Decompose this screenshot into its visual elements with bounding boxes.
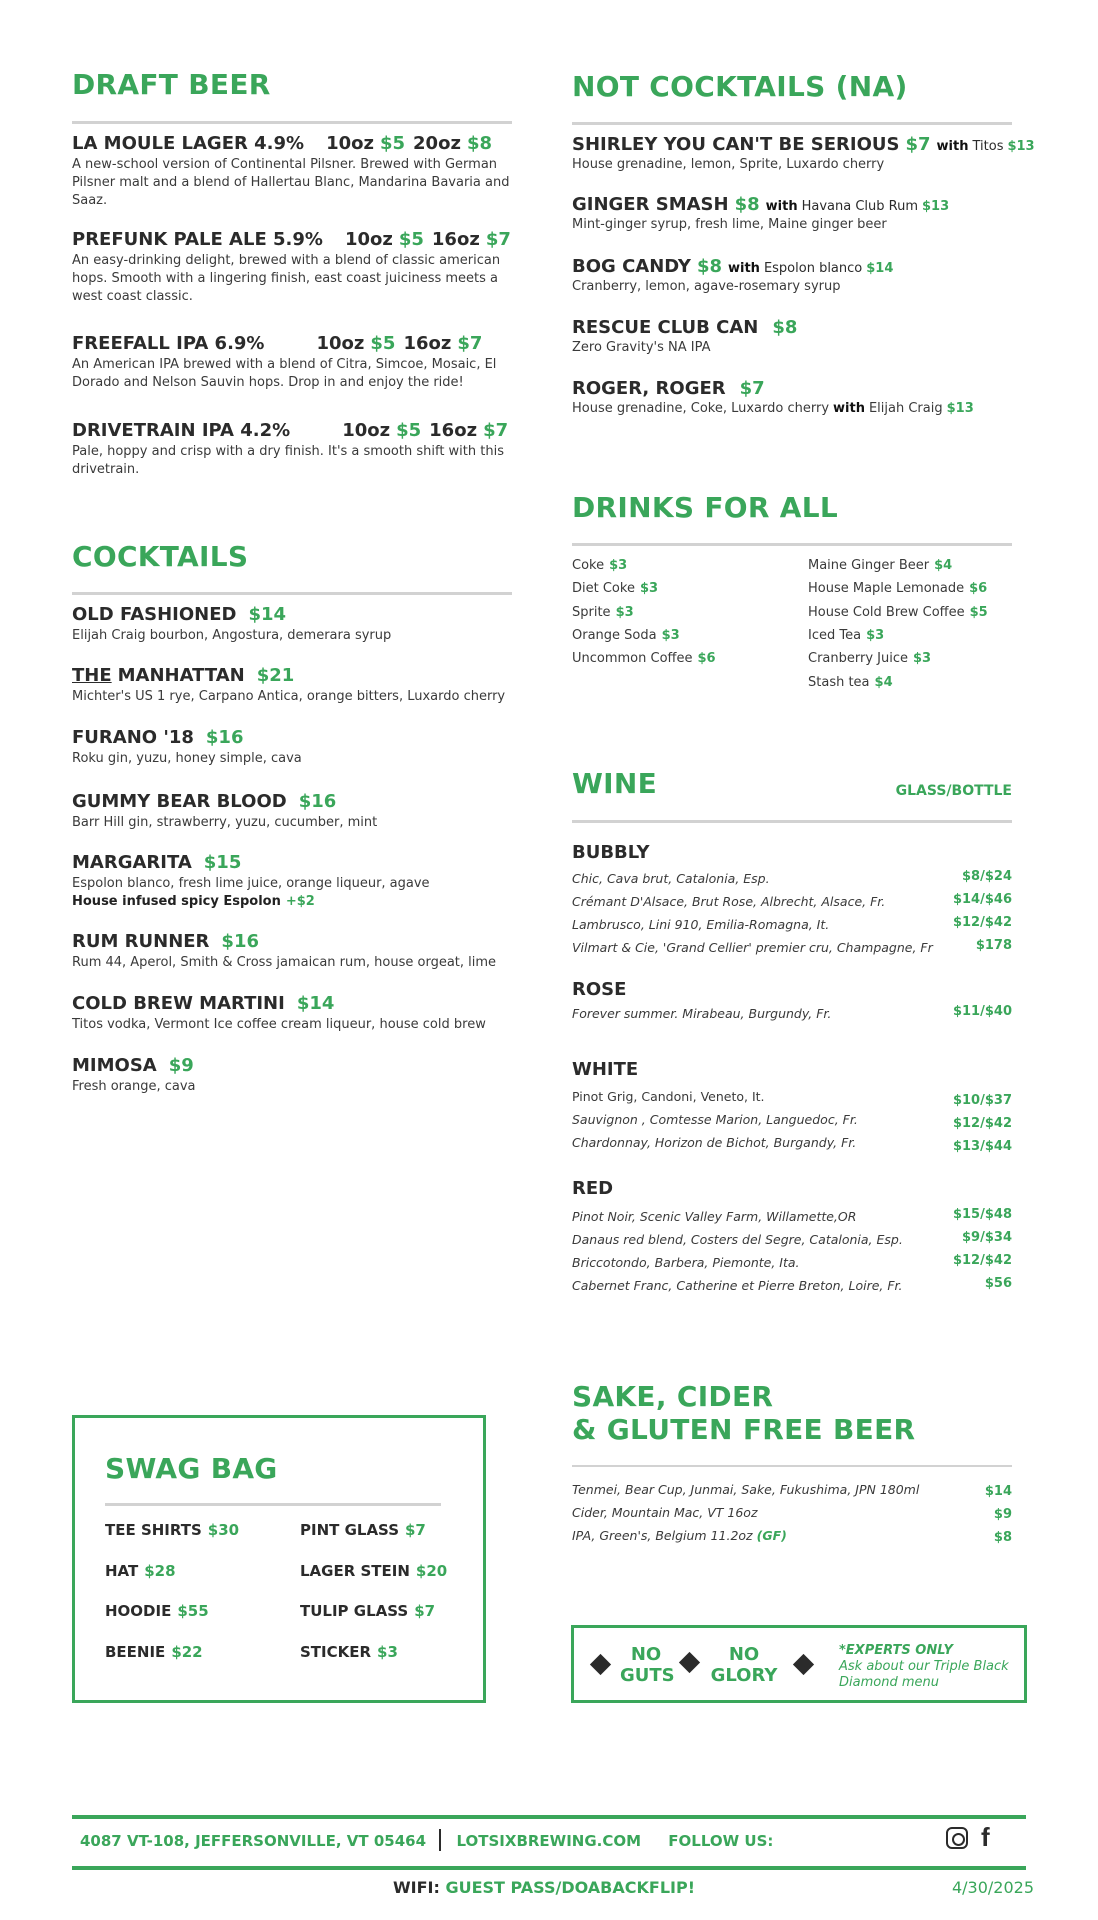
menu-date: 4/30/2025 <box>951 1878 1034 1897</box>
draft-beer-item <box>72 229 512 306</box>
cocktail-description: Espolon blanco, fresh lime juice, orange liqueur, agave <box>72 876 430 891</box>
beer-name: FREEFALL IPA 6.9% <box>72 333 265 354</box>
drink-item <box>808 581 987 596</box>
draft-beer-item <box>72 333 512 392</box>
drink-name: Maine Ginger Beer <box>808 558 930 573</box>
wine-price: $9/$34 <box>962 1230 1012 1245</box>
wine-category: RED <box>572 1178 614 1199</box>
no-text: NO <box>728 1644 760 1665</box>
sake-price: $8 <box>993 1530 1012 1545</box>
wine-category: BUBBLY <box>572 842 650 863</box>
cocktail-title <box>72 931 532 952</box>
spirit-name: Titos <box>972 139 1004 154</box>
spirit-price: $13 <box>1007 139 1035 154</box>
footer-top-rule <box>72 1815 1026 1819</box>
drink-price: $4 <box>934 558 953 573</box>
with-label: with <box>765 199 798 214</box>
beer-title <box>72 333 512 354</box>
spirit-name: Havana Club Rum <box>801 199 918 214</box>
drink-price: $4 <box>874 674 893 690</box>
description-text: House grenadine, Coke, Luxardo cherry <box>572 401 830 416</box>
beer-sizes <box>337 229 511 250</box>
beer-description: A new-school version of Continental Pilsner. Brewed with German Pilsner malt and a blend of Hallertau Blanc, Mandarina Bavaria and Saaz. <box>72 157 510 208</box>
instagram-icon[interactable] <box>946 1827 968 1849</box>
website-link[interactable]: LOTSIXBREWING.COM <box>456 1832 642 1850</box>
spirit-price: $14 <box>866 261 894 276</box>
drink-name: Stash tea <box>808 674 870 690</box>
drink-name: Coke <box>572 558 605 573</box>
wine-item <box>572 1278 1012 1293</box>
wine-name: Pinot Noir, Scenic Valley Farm, Willamette,OR <box>572 1209 857 1224</box>
spirit-upgrade <box>766 199 949 214</box>
spirit-upgrade <box>937 139 1035 154</box>
cocktail-addon <box>72 893 532 911</box>
na-item <box>572 317 1052 357</box>
spirit-name: Espolon blanco <box>763 261 863 276</box>
with-label: with <box>833 401 865 416</box>
facebook-icon[interactable]: f <box>981 1822 990 1852</box>
swag-bag-heading: SWAG BAG <box>105 1452 278 1485</box>
wine-name: Vilmart & Cie, 'Grand Cellier' premier cru, Champagne, Fr <box>572 940 933 955</box>
na-description <box>572 339 1052 357</box>
cocktail-title <box>72 852 532 873</box>
wine-price: $56 <box>984 1276 1012 1291</box>
swag-price: $20 <box>415 1561 448 1580</box>
na-item <box>572 194 1052 234</box>
drink-price: $3 <box>913 651 932 667</box>
cocktail-price: $14 <box>248 604 287 625</box>
cocktail-title <box>72 727 532 748</box>
na-name: BOG CANDY <box>572 256 691 277</box>
drink-price: $3 <box>609 558 628 573</box>
drink-item <box>572 605 634 620</box>
na-price: $7 <box>739 378 765 399</box>
swag-name: PINT GLASS <box>300 1521 399 1539</box>
size-price: $8 <box>466 133 492 154</box>
size-price: $5 <box>396 420 422 441</box>
divider <box>572 820 1012 823</box>
experts-only-note <box>839 1643 1009 1691</box>
experts-line: Diamond menu <box>839 1675 939 1690</box>
wine-item <box>572 917 1012 932</box>
drink-price: $3 <box>639 581 659 597</box>
description-text: Zero Gravity's NA IPA <box>572 340 711 355</box>
beer-sizes <box>334 420 508 441</box>
beer-title <box>72 420 512 441</box>
divider <box>572 122 1012 125</box>
cocktail-price: $16 <box>298 791 337 812</box>
beer-title <box>72 229 512 250</box>
swag-price: $3 <box>377 1643 398 1662</box>
footer-bar <box>80 1829 773 1851</box>
beer-sizes <box>318 133 492 154</box>
swag-name: STICKER <box>300 1643 372 1662</box>
size-label: 10oz <box>344 229 393 250</box>
cocktail-title <box>72 665 532 686</box>
na-title <box>572 194 1052 215</box>
swag-item <box>300 1602 435 1620</box>
size-label: 10oz <box>316 333 365 354</box>
cocktail-item <box>72 1055 532 1096</box>
sake-item <box>572 1528 1012 1543</box>
drinks-for-all-heading: DRINKS FOR ALL <box>572 491 839 524</box>
drink-price: $3 <box>866 627 885 643</box>
na-description <box>572 278 1052 296</box>
swag-price: $30 <box>207 1521 240 1539</box>
cocktail-description: Fresh orange, cava <box>72 1079 196 1094</box>
cocktail-name: MARGARITA <box>72 852 192 873</box>
cocktail-name: MANHATTAN <box>117 665 245 686</box>
description-text: House grenadine, lemon, Sprite, Luxardo cherry <box>572 157 885 172</box>
wine-category: WHITE <box>572 1059 639 1080</box>
cocktail-item <box>72 791 532 832</box>
na-title <box>572 134 1052 155</box>
wine-price: $10/$37 <box>952 1093 1012 1108</box>
cocktail-description: Roku gin, yuzu, honey simple, cava <box>72 751 302 766</box>
wine-name: Chic, Cava brut, Catalonia, Esp. <box>572 871 770 886</box>
na-title <box>572 317 1052 338</box>
swag-name: TULIP GLASS <box>300 1602 409 1621</box>
cocktail-name: MIMOSA <box>72 1055 157 1076</box>
swag-item <box>105 1562 176 1580</box>
wine-item <box>572 940 1012 955</box>
drink-item <box>808 628 884 643</box>
cocktail-item <box>72 665 532 706</box>
description-text: Cranberry, lemon, agave-rosemary syrup <box>572 279 841 294</box>
na-description <box>572 216 1052 234</box>
swag-item <box>300 1643 398 1661</box>
wine-name: Pinot Grig, Candoni, Veneto, It. <box>572 1089 765 1104</box>
wine-price: $12/$42 <box>952 1116 1012 1131</box>
swag-price: $55 <box>177 1602 209 1621</box>
size-label: 16oz <box>431 229 480 250</box>
na-item <box>572 256 1052 296</box>
wine-item <box>572 1112 1012 1131</box>
sake-name: IPA, Green's, Belgium 11.2oz <box>572 1528 753 1543</box>
drink-name: Sprite <box>572 604 611 620</box>
drink-name: House Maple Lemonade <box>808 581 965 597</box>
beer-description: An easy-drinking delight, brewed with a blend of classic american hops. Smooth with a lingering finish, east coast juiciness meets a west coast classic. <box>72 253 501 304</box>
with-label: with <box>936 139 969 154</box>
wine-item <box>572 1209 1012 1224</box>
spirit-name: Elijah Craig <box>868 401 943 416</box>
draft-beer-item <box>72 133 512 210</box>
cocktail-description: Elijah Craig bourbon, Angostura, demerara syrup <box>72 628 392 643</box>
cocktail-title <box>72 604 532 625</box>
with-label: with <box>728 261 760 276</box>
cocktail-item <box>72 993 532 1034</box>
na-description <box>572 400 1052 418</box>
size-price: $7 <box>457 333 483 354</box>
wine-price: $15/$48 <box>952 1207 1012 1222</box>
beer-name: DRIVETRAIN IPA 4.2% <box>72 420 291 441</box>
cocktail-name: COLD BREW MARTINI <box>72 993 285 1014</box>
spirit-upgrade <box>728 261 893 276</box>
drink-item <box>572 558 627 573</box>
sake-price: $9 <box>993 1507 1012 1522</box>
wifi-label: WIFI: <box>393 1878 440 1897</box>
drink-item <box>808 605 988 620</box>
size-price: $5 <box>370 333 396 354</box>
addon-label: House infused spicy Espolon <box>72 894 281 909</box>
wine-item <box>572 871 1012 886</box>
sake-name: Cider, Mountain Mac, VT 16oz <box>572 1505 758 1520</box>
swag-item <box>300 1562 447 1580</box>
divider <box>105 1503 441 1506</box>
swag-price: $7 <box>405 1521 426 1539</box>
size-label: 20oz <box>413 133 461 154</box>
cocktails-heading: COCKTAILS <box>72 540 249 573</box>
sake-item <box>572 1505 1012 1520</box>
cocktail-item <box>72 727 532 768</box>
beer-sizes <box>308 333 482 354</box>
divider <box>572 543 1012 546</box>
drink-item <box>572 581 658 596</box>
wine-name: Danaus red blend, Costers del Segre, Catalonia, Esp. <box>572 1232 903 1247</box>
drink-item <box>572 628 680 643</box>
divider <box>72 121 512 124</box>
wine-name: Chardonnay, Horizon de Bichot, Burgandy, Fr. <box>572 1135 857 1150</box>
wifi-password: GUEST PASS/DOABACKFLIP! <box>445 1878 695 1897</box>
no-glory-label <box>707 1644 781 1686</box>
drink-item <box>572 651 716 666</box>
cocktail-name-prefix: THE <box>72 665 112 686</box>
cocktail-description: Rum 44, Aperol, Smith & Cross jamaican rum, house orgeat, lime <box>72 955 497 970</box>
cocktail-price: $16 <box>205 727 244 748</box>
cocktail-name: GUMMY BEAR BLOOD <box>72 791 287 812</box>
no-text: NO <box>630 1644 662 1665</box>
drink-price: $6 <box>969 581 988 597</box>
beer-title <box>72 133 512 154</box>
addon-price: +$2 <box>285 894 315 909</box>
size-label: 10oz <box>342 420 391 441</box>
wine-item <box>572 1006 1012 1021</box>
cocktail-price: $15 <box>203 852 242 873</box>
wine-price: $14/$46 <box>952 892 1012 907</box>
wine-name: Forever summer. Mirabeau, Burgundy, Fr. <box>572 1006 832 1021</box>
swag-item <box>105 1643 203 1661</box>
sake-heading-line2: & GLUTEN FREE BEER <box>572 1413 916 1446</box>
na-title <box>572 256 1052 277</box>
drink-name: Cranberry Juice <box>808 651 908 667</box>
beer-name: LA MOULE LAGER 4.9% <box>72 133 305 154</box>
swag-name: HOODIE <box>105 1602 172 1621</box>
swag-item <box>300 1521 426 1539</box>
swag-name: LAGER STEIN <box>300 1561 410 1580</box>
na-item <box>572 134 1052 174</box>
glory-text: GLORY <box>710 1665 778 1686</box>
cocktail-item <box>72 604 532 645</box>
drink-name: Iced Tea <box>808 627 862 643</box>
sake-item <box>572 1482 1012 1497</box>
na-name: GINGER SMASH <box>572 194 729 215</box>
follow-us-label: FOLLOW US: <box>668 1832 774 1850</box>
not-cocktails-heading: NOT COCKTAILS (NA) <box>572 70 908 103</box>
spirit-price: $13 <box>921 199 950 214</box>
no-guts-label <box>620 1644 675 1686</box>
wine-item <box>572 1255 1012 1270</box>
na-price: $8 <box>772 317 798 338</box>
cocktail-description: Titos vodka, Vermont Ice coffee cream liqueur, house cold brew <box>72 1017 486 1032</box>
cocktail-title <box>72 993 532 1014</box>
drink-item <box>808 558 952 573</box>
swag-item <box>105 1602 209 1620</box>
cocktail-item <box>72 931 532 972</box>
experts-title: *EXPERTS ONLY <box>839 1643 953 1658</box>
swag-name: BEENIE <box>105 1643 166 1662</box>
drink-name: Uncommon Coffee <box>572 651 693 667</box>
size-label: 10oz <box>326 133 374 154</box>
cocktail-item <box>72 852 532 911</box>
size-price: $7 <box>483 420 509 441</box>
cocktail-description: Michter's US 1 rye, Carpano Antica, orange bitters, Luxardo cherry <box>72 689 506 704</box>
wine-heading: WINE <box>572 767 658 800</box>
swag-item <box>105 1521 239 1539</box>
wine-item <box>572 894 1012 909</box>
cocktail-price: $9 <box>168 1055 194 1076</box>
cocktail-price: $16 <box>221 931 259 952</box>
swag-price: $28 <box>144 1561 176 1580</box>
size-price: $5 <box>398 229 424 250</box>
cocktail-name: RUM RUNNER <box>72 931 210 952</box>
separator <box>439 1829 441 1851</box>
beer-name: PREFUNK PALE ALE 5.9% <box>72 229 323 250</box>
gluten-free-tag: (GF) <box>756 1528 787 1543</box>
address: 4087 VT-108, JEFFERSONVILLE, VT 05464 <box>80 1832 427 1850</box>
na-description <box>572 156 1052 174</box>
cocktail-price: $21 <box>256 665 295 686</box>
wine-item <box>572 1232 1012 1247</box>
cocktail-price: $14 <box>296 993 335 1014</box>
cocktail-title <box>72 791 532 812</box>
wine-price: $12/$42 <box>952 1253 1012 1268</box>
na-name: SHIRLEY YOU CAN'T BE SERIOUS <box>572 134 900 155</box>
glass-bottle-label: GLASS/BOTTLE <box>895 783 1012 799</box>
size-label: 16oz <box>429 420 478 441</box>
cocktail-name: OLD FASHIONED <box>72 604 237 625</box>
sake-heading-line1: SAKE, CIDER <box>572 1380 774 1413</box>
wine-price: $8/$24 <box>962 869 1012 884</box>
wine-price: $12/$42 <box>952 915 1012 930</box>
wifi-info <box>393 1878 695 1897</box>
wine-item <box>572 1135 1012 1154</box>
guts-text: GUTS <box>620 1665 675 1686</box>
wine-price: $11/$40 <box>952 1004 1012 1019</box>
cocktail-name: FURANO '18 <box>72 727 194 748</box>
drink-item <box>808 651 931 666</box>
wine-name: Sauvignon , Comtesse Marion, Languedoc, Fr. <box>572 1112 858 1127</box>
divider <box>572 1465 1012 1467</box>
wine-price: $178 <box>975 938 1012 953</box>
swag-price: $7 <box>414 1602 436 1621</box>
cocktail-description: Barr Hill gin, strawberry, yuzu, cucumber, mint <box>72 815 378 830</box>
drink-price: $3 <box>615 604 634 620</box>
description-text: Mint-ginger syrup, fresh lime, Maine ginger beer <box>572 217 887 232</box>
drink-item <box>808 675 893 690</box>
spirit-price: $13 <box>946 401 974 416</box>
drink-name: Orange Soda <box>572 627 657 643</box>
sake-name: Tenmei, Bear Cup, Junmai, Sake, Fukushima, JPN 180ml <box>572 1482 920 1497</box>
wine-name: Cabernet Franc, Catherine et Pierre Breton, Loire, Fr. <box>572 1278 903 1293</box>
na-title <box>572 378 1052 399</box>
divider <box>72 592 512 595</box>
sake-price: $14 <box>984 1484 1012 1499</box>
draft-beer-heading: DRAFT BEER <box>72 68 271 101</box>
size-price: $7 <box>485 229 511 250</box>
swag-name: TEE SHIRTS <box>105 1521 202 1539</box>
drink-name: Diet Coke <box>572 581 635 597</box>
na-name: RESCUE CLUB CAN <box>572 317 759 338</box>
size-price: $5 <box>379 133 406 154</box>
na-price: $7 <box>905 134 931 155</box>
wine-name: Crémant D'Alsace, Brut Rose, Albrecht, Alsace, Fr. <box>572 894 886 909</box>
drink-price: $3 <box>661 627 680 643</box>
wine-name: Briccotondo, Barbera, Piemonte, Ita. <box>572 1255 800 1270</box>
experts-line: Ask about our Triple Black <box>839 1659 1009 1674</box>
na-price: $8 <box>734 194 760 215</box>
draft-beer-item <box>72 420 512 479</box>
swag-price: $22 <box>171 1643 203 1662</box>
wine-price: $13/$44 <box>952 1139 1012 1154</box>
na-item <box>572 378 1052 418</box>
drink-price: $5 <box>969 604 988 620</box>
footer-bottom-rule <box>72 1866 1026 1870</box>
drink-price: $6 <box>697 651 716 667</box>
beer-description: Pale, hoppy and crisp with a dry finish. It's a smooth shift with this drivetrain. <box>72 444 504 477</box>
swag-name: HAT <box>105 1561 139 1580</box>
na-name: ROGER, ROGER <box>572 378 726 399</box>
cocktail-title <box>72 1055 532 1076</box>
beer-description: An American IPA brewed with a blend of Citra, Simcoe, Mosaic, El Dorado and Nelson Sauvin hops. Drop in and enjoy the ride! <box>72 357 497 390</box>
wine-name: Lambrusco, Lini 910, Emilia-Romagna, It. <box>572 917 830 932</box>
drink-name: House Cold Brew Coffee <box>808 604 965 620</box>
wine-item <box>572 1089 1012 1108</box>
size-label: 16oz <box>403 333 452 354</box>
na-price: $8 <box>696 256 722 277</box>
wine-category: ROSE <box>572 979 627 1000</box>
